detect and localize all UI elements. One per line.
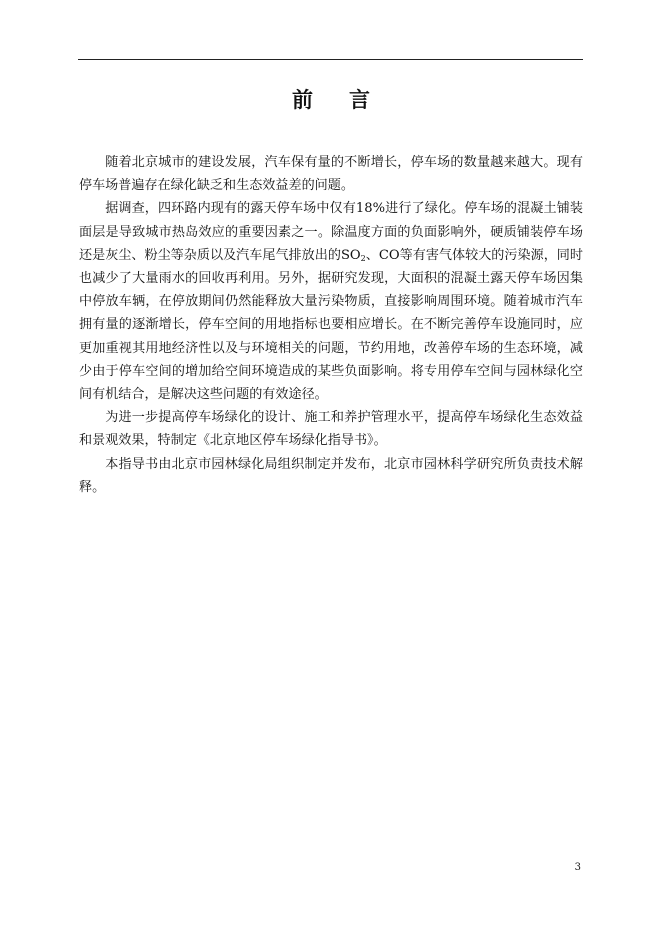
page-number: 3 xyxy=(574,862,581,873)
page-title: 前言 xyxy=(292,87,406,112)
paragraph-3: 为进一步提高停车场绿化的设计、施工和养护管理水平，提高停车场绿化生态效益和景观效果，特制定《北京地区停车场绿化指导书》。 xyxy=(79,410,583,449)
paragraph-4: 本指导书由北京市园林绿化局组织制定并发布，北京市园林科学研究所负责技术解释。 xyxy=(79,456,583,495)
paragraph-2 xyxy=(79,197,583,406)
document-body xyxy=(79,151,583,499)
header-rule xyxy=(78,59,583,60)
paragraph-2-text-part-1: 据调查，四环路内现有的露天停车场中仅有18%进行了绿化。停车场的混凝土铺装面层是导致城市热岛效应的重要因素之一。除温度方面的负面影响外，硬质铺装停车场还是灰尘、粉尘等杂质以及汽车尾气排放出的SO xyxy=(79,201,583,263)
paragraph-2-text-part-2: 、CO等有害气体较大的污染源，同时也减少了大量雨水的回收再利用。另外，据研究发现，大面积的混凝土露天停车场因集中停放车辆，在停放期间仍然能释放大量污染物质，直接影响周围环境。随着城市汽车拥有量的逐渐增长，停车空间的用地指标也要相应增长。在不断完善停车设施同时，应更加重视其用地经济性以及与环境相关的问题，节约用地，改善停车场的生态环境，减少由于停车空间的增加给空间环境造成的某些负面影响。将专用停车空间与园林绿化空间有机结合，是解决这些问题的有效途径。 xyxy=(79,247,583,403)
so2-subscript: 2 xyxy=(360,253,366,263)
paragraph-1: 随着北京城市的建设发展，汽车保有量的不断增长，停车场的数量越来越大。现有停车场普遍存在绿化缺乏和生态效益差的问题。 xyxy=(79,155,583,194)
